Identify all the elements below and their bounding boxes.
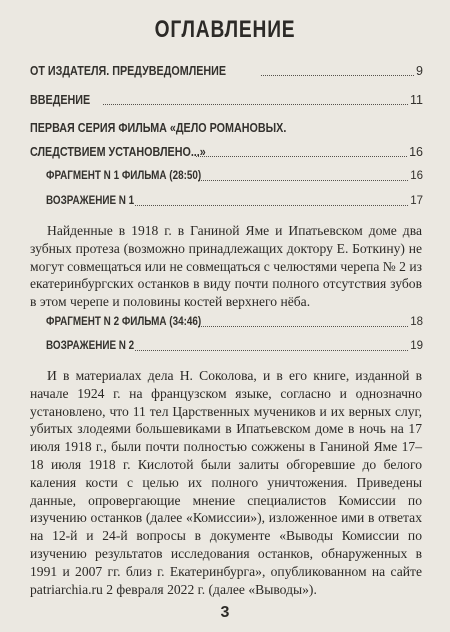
page-number: 3 [220, 604, 230, 621]
toc-leader-dots [135, 204, 409, 206]
toc-entry-label: ОТ ИЗДАТЕЛЯ. ПРЕДУВЕДОМЛЕНИЕ [30, 64, 227, 78]
toc-entry-objection-2[interactable] [46, 341, 423, 353]
toc-leader-dots [196, 155, 407, 157]
toc-entry-fragment-1[interactable] [46, 171, 423, 183]
toc-entry-fragment-2[interactable] [46, 317, 423, 329]
toc-leader-dots [198, 179, 408, 181]
toc-leader-dots [103, 103, 408, 105]
page-title: ОГЛАВЛЕНИЕ [154, 16, 296, 43]
toc-page-number: 18 [410, 316, 423, 328]
toc-entry-publisher-note[interactable] [30, 65, 423, 78]
toc-entry-label: ВОЗРАЖЕНИЕ N 1 [46, 195, 135, 207]
toc-entry-introduction[interactable] [30, 94, 423, 107]
toc-page-number: 16 [409, 145, 423, 159]
toc-entry-label: ВОЗРАЖЕНИЕ N 2 [46, 340, 135, 352]
toc-entry-label: СЛЕДСТВИЕМ УСТАНОВЛЕНО...» [30, 145, 206, 159]
paragraph-text: Найденные в 1918 г. в Ганиной Яме и Ипатьевском доме два зубных протеза (возможно принадлежащих доктору Е. Боткину) не могут совмещаться или не совмещаться с челюстями черепа № 2 из екатеринбургских останков в виду почти полного отсутствия зубов в этом черепе и половины костей верхнего нёба. [30, 223, 422, 310]
toc-page-number: 19 [410, 340, 423, 352]
toc-leader-dots [198, 325, 408, 327]
toc-page-number: 17 [410, 195, 423, 207]
toc-leader-dots [261, 74, 414, 76]
body-paragraph-2 [30, 367, 422, 598]
toc-page-number: 11 [410, 93, 423, 107]
paragraph-text: И в материалах дела Н. Соколова, и в его книге, изданной в начале 1924 г. на французском языке, согласно и однозначно установлено, что 11 тел Царственных мучеников и их верных слуг, убитых злодеями большевиками в Ипатьевском доме в ночь на 17 июля 1918 г., были почти полностью сожжены в Ганиной Яме 17–18 июля 1918 г. Кислотой были залиты обгоревшие до белого каления кости с целью их полного уничтожения. Приведены данные, опровергающие мнение специалистов Комиссии по изучению останков (далее «Комиссии»), изложенное ими в ответах на 12-й и 24-й вопросы в документе «Выводы Комиссии по изучению результатов исследования останков, обнаруженных в 1991 и 2007 гг. близ г. Екатеринбурга», опубликованном на сайте patriarchia.ru 2 февраля 2022 г. (далее «Выводы»). [30, 368, 422, 597]
toc-entry-first-series-line2[interactable] [30, 146, 423, 159]
toc-leader-dots [135, 349, 409, 351]
body-paragraph-1 [30, 222, 422, 311]
toc-entry-objection-1[interactable] [46, 196, 423, 208]
toc-page-number: 16 [410, 170, 423, 182]
toc-entry-label: ПЕРВАЯ СЕРИЯ ФИЛЬМА «ДЕЛО РОМАНОВЫХ. [30, 121, 287, 135]
toc-entry-first-series-line1[interactable] [30, 122, 423, 135]
toc-page-number: 9 [416, 64, 423, 78]
toc-entry-label: ФРАГМЕНТ N 2 ФИЛЬМА (34:46) [46, 316, 202, 328]
toc-entry-label: ВВЕДЕНИЕ [30, 93, 91, 107]
toc-entry-label: ФРАГМЕНТ N 1 ФИЛЬМА (28:50) [46, 170, 202, 182]
